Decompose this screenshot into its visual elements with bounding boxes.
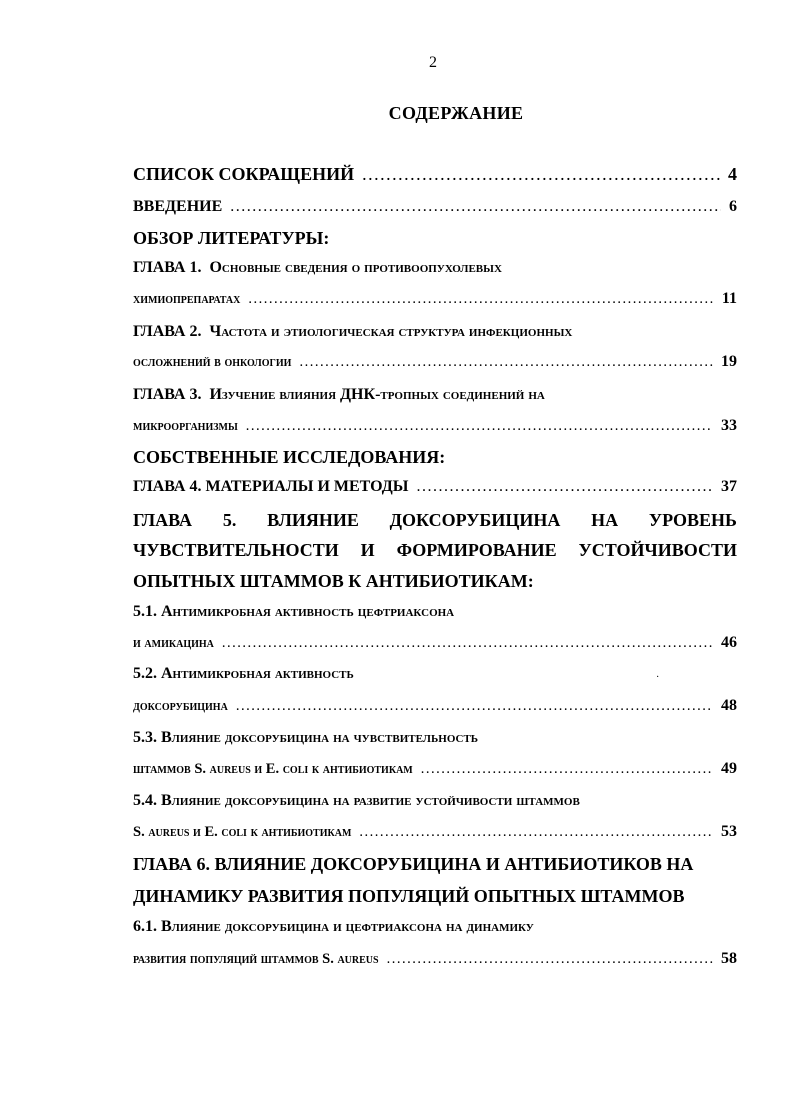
toc-page: 48: [721, 697, 737, 714]
dot-leader: [421, 761, 713, 778]
toc-word: НА: [591, 510, 619, 530]
toc-label: 5.2. Антимикробная активность: [133, 665, 354, 682]
dot-leader: [362, 164, 720, 185]
toc-entry-chapter-5-line-2[interactable]: [133, 540, 737, 566]
toc-entry-section-6-1-cont[interactable]: [133, 950, 737, 976]
toc-entry-chapter-6-line-1[interactable]: [133, 854, 737, 880]
toc-word: УСТОЙЧИВОСТИ: [578, 540, 737, 560]
section-heading: СОБСТВЕННЫЕ ИССЛЕДОВАНИЯ:: [133, 447, 446, 467]
dot-leader: [417, 478, 713, 496]
toc-label: ГЛАВА 6. ВЛИЯНИЕ ДОКСОРУБИЦИНА И АНТИБИОТИКОВ НА: [133, 854, 694, 874]
toc-label: химиопрепаратах: [133, 291, 241, 307]
toc-entry-section-6-1-title[interactable]: [133, 918, 737, 944]
page-number: 2: [429, 54, 437, 71]
toc-entry-chapter-5-line-3[interactable]: [133, 571, 737, 597]
toc-page: 58: [721, 950, 737, 967]
toc-word: ВЛИЯНИЕ: [267, 510, 359, 530]
chapter-prefix: ГЛАВА 3.: [133, 386, 202, 403]
toc-page: 6: [729, 198, 737, 215]
section-heading: ОБЗОР ЛИТЕРАТУРЫ:: [133, 228, 330, 248]
toc-page: 11: [721, 290, 737, 307]
dot-leader: [222, 635, 713, 652]
toc-label: доксорубицина: [133, 698, 228, 714]
chapter-title: Изучение влияния ДНК-тропных соединений на: [209, 386, 545, 403]
toc-label: микроорганизмы: [133, 418, 238, 434]
toc-word: ФОРМИРОВАНИЕ: [396, 540, 557, 560]
toc-entry-section-5-2-title[interactable]: [133, 665, 737, 691]
toc-entry-chapter-2-cont[interactable]: [133, 353, 737, 379]
toc-entry-chapter-1-cont[interactable]: [133, 290, 737, 316]
dot-leader: [236, 698, 713, 715]
toc-entry-chapter-6-line-2[interactable]: [133, 886, 737, 912]
toc-word: УРОВЕНЬ: [648, 510, 737, 530]
toc-label: 5.3. Влияние доксорубицина на чувствительность: [133, 729, 479, 746]
toc-label: штаммов S. aureus и E. coli к антибиотикам: [133, 761, 413, 777]
toc-entry-section-5-3-title[interactable]: [133, 729, 737, 755]
toc-page: 33: [721, 417, 737, 434]
toc-page: 37: [721, 478, 737, 495]
toc-entry-introduction[interactable]: [133, 198, 737, 224]
toc-label: 5.1. Антимикробная активность цефтриаксона: [133, 603, 455, 620]
toc-label: развития популяций штаммов S. aureus: [133, 951, 379, 967]
chapter-prefix: ГЛАВА 2.: [133, 323, 202, 340]
toc-section-own-research: [133, 447, 737, 473]
toc-label: ВВЕДЕНИЕ: [133, 198, 223, 215]
toc-page: 19: [721, 353, 737, 370]
toc-entry-section-5-2-cont[interactable]: [133, 697, 737, 723]
toc-word: ДОКСОРУБИЦИНА: [389, 510, 561, 530]
toc-entry-abbreviations[interactable]: [133, 164, 737, 190]
toc-entry-section-5-1-title[interactable]: [133, 603, 737, 629]
dot-leader: [299, 354, 713, 371]
toc-entry-section-5-1-cont[interactable]: [133, 634, 737, 660]
toc-label: S. aureus и E. coli к антибиотикам: [133, 824, 352, 840]
toc-page: 53: [721, 823, 737, 840]
toc-entry-section-5-3-cont[interactable]: [133, 760, 737, 786]
toc-label: ОПЫТНЫХ ШТАММОВ К АНТИБИОТИКАМ:: [133, 571, 534, 591]
toc-entry-chapter-3-title[interactable]: [133, 386, 737, 412]
toc-label: осложнений в онкологии: [133, 354, 292, 370]
dot-leader: [248, 291, 714, 308]
toc-label: СПИСОК СОКРАЩЕНИЙ: [133, 164, 355, 184]
toc-entry-chapter-5-line-1[interactable]: [133, 510, 737, 536]
chapter-title: Основные сведения о противоопухолевых: [209, 259, 502, 276]
toc-entry-chapter-4[interactable]: [133, 478, 737, 504]
toc-label: и амикацина: [133, 635, 214, 651]
toc-page: 46: [721, 634, 737, 651]
toc-word: ЧУВСТВИТЕЛЬНОСТИ: [133, 540, 339, 560]
dot-leader: [387, 951, 713, 968]
toc-label: ДИНАМИКУ РАЗВИТИЯ ПОПУЛЯЦИЙ ОПЫТНЫХ ШТАММОВ: [133, 886, 685, 906]
toc-section-literature-review: [133, 228, 737, 254]
toc-entry-chapter-1-title[interactable]: [133, 259, 737, 285]
toc-entry-chapter-2-title[interactable]: [133, 323, 737, 349]
toc-label: 5.4. Влияние доксорубицина на развитие устойчивости штаммов: [133, 792, 580, 809]
toc-label: ГЛАВА 4. МАТЕРИАЛЫ И МЕТОДЫ: [133, 478, 409, 495]
toc-page: 49: [721, 760, 737, 777]
dot-leader: [246, 418, 713, 435]
toc-label: 6.1. Влияние доксорубицина и цефтриаксона на динамику: [133, 918, 534, 935]
dot-leader: [230, 198, 721, 216]
chapter-prefix: ГЛАВА 1.: [133, 259, 202, 276]
toc-entry-section-5-4-cont[interactable]: [133, 823, 737, 849]
dot-leader: [359, 824, 713, 841]
toc-title: СОДЕРЖАНИЕ: [388, 103, 524, 123]
toc-word: ГЛАВА: [133, 510, 193, 530]
toc-word: И: [360, 540, 375, 560]
chapter-title: Частота и этиологическая структура инфекционных: [209, 323, 573, 340]
toc-page: 4: [728, 164, 737, 184]
toc-entry-section-5-4-title[interactable]: [133, 792, 737, 818]
scan-speck: ·: [656, 672, 660, 683]
toc-word: 5.: [222, 510, 237, 530]
toc-entry-chapter-3-cont[interactable]: [133, 417, 737, 443]
